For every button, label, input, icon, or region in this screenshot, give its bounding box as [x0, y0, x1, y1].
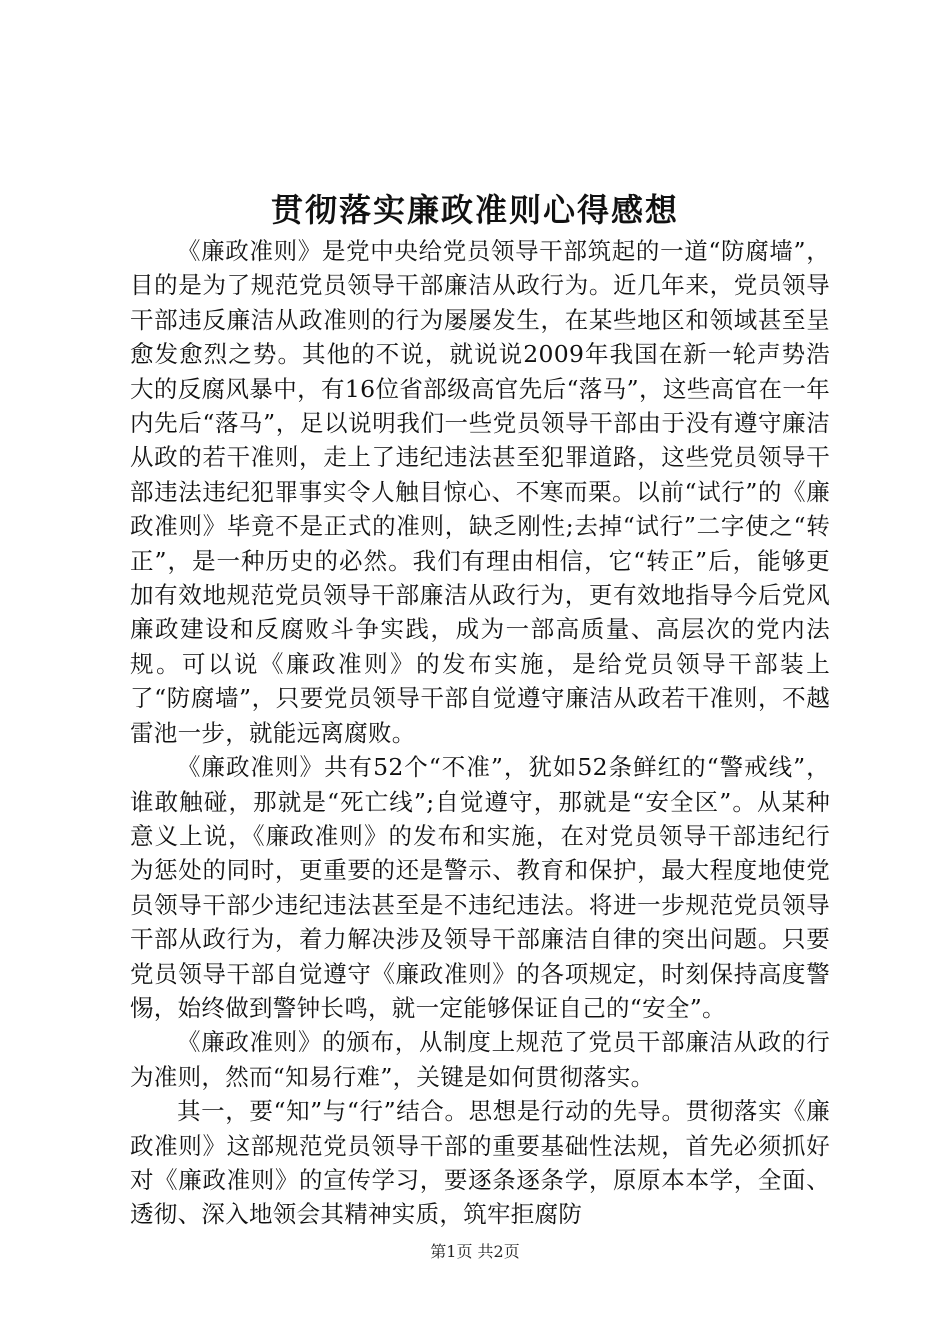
paragraph-3: 《廉政准则》的颁布，从制度上规范了党员干部廉洁从政的行为准则，然而“知易行难”，关键是如何贯彻落实。	[130, 1028, 830, 1091]
paragraph-4: 其一，要“知”与“行”结合。思想是行动的先导。贯彻落实《廉政准则》这部规范党员领导干部的重要基础性法规，首先必须抓好对《廉政准则》的宣传学习，要逐条逐条学，原原本本学，全面、透彻、深入地领会其精神实质，筑牢拒腐防	[130, 1097, 830, 1229]
paragraph-1: 《廉政准则》是党中央给党员领导干部筑起的一道“防腐墙”，目的是为了规范党员领导干部廉洁从政行为。近几年来，党员领导干部违反廉洁从政准则的行为屡屡发生，在某些地区和领域甚至呈愈发愈烈之势。其他的不说，就说说2009年我国在新一轮声势浩大的反腐风暴中，有16位省部级高官先后“落马”，这些高官在一年内先后“落马”，足以说明我们一些党员领导干部由于没有遵守廉洁从政的若干准则，走上了违纪违法甚至犯罪道路，这些党员领导干部违法违纪犯罪事实令人触目惊心、不寒而栗。以前“试行”的《廉政准则》毕竟不是正式的准则，缺乏刚性;去掉“试行”二字使之“转正”，是一种历史的必然。我们有理由相信，它“转正”后，能够更加有效地规范党员领导干部廉洁从政行为，更有效地指导今后党风廉政建设和反腐败斗争实践，成为一部高质量、高层次的党内法规。可以说《廉政准则》的发布实施，是给党员领导干部装上了“防腐墙”，只要党员领导干部自觉遵守廉洁从政若干准则，不越雷池一步，就能远离腐败。	[130, 237, 830, 747]
paragraph-2: 《廉政准则》共有52个“不准”，犹如52条鲜红的“警戒线”，谁敢触碰，那就是“死亡线”;自觉遵守，那就是“安全区”。从某种意义上说，《廉政准则》的发布和实施，在对党员领导干部违纪行为惩处的同时，更重要的还是警示、教育和保护，最大程度地使党员领导干部少违纪违法甚至是不违纪违法。将进一步规范党员领导干部从政行为，着力解决涉及领导干部廉洁自律的突出问题。只要党员领导干部自觉遵守《廉政准则》的各项规定，时刻保持高度警惕，始终做到警钟长鸣，就一定能够保证自己的“安全”。	[130, 753, 830, 1022]
document-title: 贯彻落实廉政准则心得感想	[270, 191, 679, 229]
document-body	[130, 234, 830, 1232]
page-number-footer: 第1页 共2页	[430, 1242, 520, 1261]
